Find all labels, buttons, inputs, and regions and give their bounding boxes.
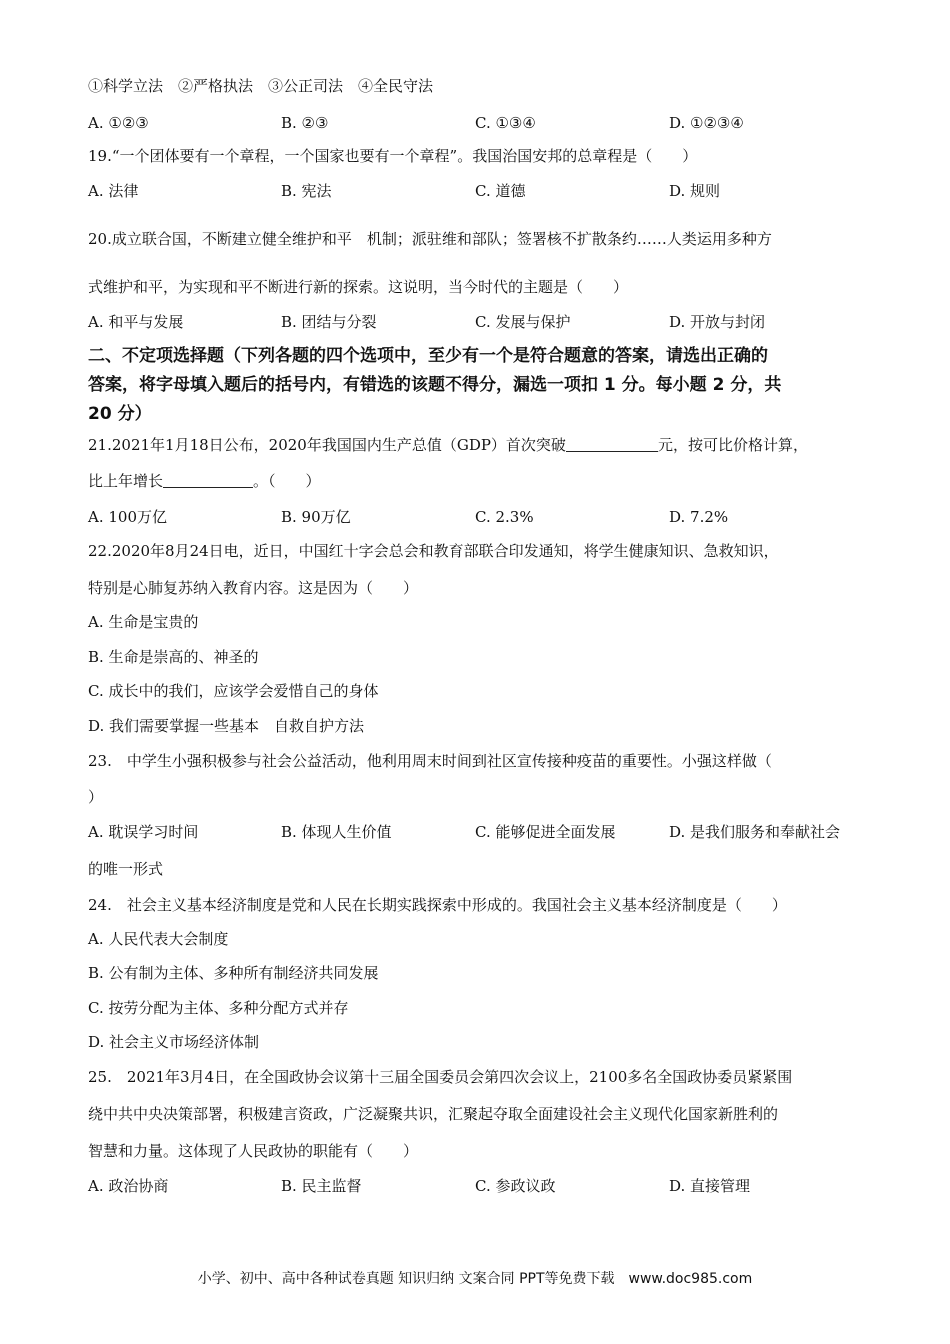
q25-option-c: C. 参政议政 xyxy=(475,1177,556,1195)
q18-option-c: C. ①③④ xyxy=(475,114,536,132)
q19-options xyxy=(88,180,868,202)
q21-options xyxy=(88,506,868,528)
page-footer: 小学、初中、高中各种试卷真题 知识归纳 文案合同 PPT等免费下载 www.doc985.com xyxy=(197,1271,753,1287)
section2-heading-line2: 答案，将字母填入题后的括号内，有错选的该题不得分，漏选一项扣 1 分。每小题 2 分，共 xyxy=(88,375,782,395)
q18-options xyxy=(88,112,868,134)
q25-stem-line3: 智慧和力量。这体现了人民政协的职能有（ ） xyxy=(88,1142,419,1160)
q21-stem-part2: 元，按可比价格计算， xyxy=(657,436,808,454)
q20-option-b: B. 团结与分裂 xyxy=(281,313,377,331)
q20-option-d: D. 开放与封闭 xyxy=(669,313,766,331)
q23-stem-line1: 23. 中学生小强积极参与社会公益活动，他利用周末时间到社区宣传接种疫苗的重要性。小强这样做（ xyxy=(88,752,772,770)
q20-option-c: C. 发展与保护 xyxy=(475,313,571,331)
q23-stem-line2: ） xyxy=(88,788,104,806)
q21-stem-part1: 21.2021年1月18日公布，2020年我国国内生产总值（GDP）首次突破 xyxy=(88,436,566,454)
q23-option-d-wrap: 的唯一形式 xyxy=(88,860,164,878)
q23-option-d: D. 是我们服务和奉献社会 xyxy=(669,823,841,841)
q21-stem-line2 xyxy=(88,470,864,492)
q25-stem-line2: 绕中共中央决策部署，积极建言资政，广泛凝聚共识，汇聚起夺取全面建设社会主义现代化国家新胜利的 xyxy=(88,1105,779,1123)
q23-option-a: A. 耽误学习时间 xyxy=(88,823,199,841)
q21-option-b: B. 90万亿 xyxy=(281,508,351,526)
q21-stem-part3: 比上年增长 xyxy=(88,472,164,490)
q22-stem-line2: 特别是心肺复苏纳入教育内容。这是因为（ ） xyxy=(88,579,419,597)
q23-options xyxy=(88,821,868,843)
q21-stem-line1 xyxy=(88,434,864,456)
q20-stem-line2: 式维护和平，为实现和平不断进行新的探索。这说明，当今时代的主题是（ ） xyxy=(88,278,629,296)
q24-option-d: D. 社会主义市场经济体制 xyxy=(88,1033,260,1051)
q22-option-c: C. 成长中的我们，应该学会爱惜自己的身体 xyxy=(88,682,379,700)
q20-stem-line1: 20.成立联合国，不断建立健全维护和平 机制；派驻维和部队；签署核不扩散条约……人类运用多种方 xyxy=(88,230,772,248)
q20-option-a: A. 和平与发展 xyxy=(88,313,184,331)
q21-option-a: A. 100万亿 xyxy=(88,508,167,526)
q18-option-b: B. ②③ xyxy=(281,114,329,132)
q21-stem-part4: 。（ ） xyxy=(253,472,321,490)
q24-stem: 24. 社会主义基本经济制度是党和人民在长期实践探索中形成的。我国社会主义基本经济制度是（ ） xyxy=(88,896,787,914)
q24-option-c: C. 按劳分配为主体、多种分配方式并存 xyxy=(88,999,349,1017)
q24-option-b: B. 公有制为主体、多种所有制经济共同发展 xyxy=(88,964,379,982)
q19-option-b: B. 宪法 xyxy=(281,182,332,200)
q23-option-b: B. 体现人生价值 xyxy=(281,823,392,841)
q25-option-a: A. 政治协商 xyxy=(88,1177,169,1195)
q20-options xyxy=(88,311,868,333)
section2-heading-line3: 20 分） xyxy=(88,404,152,424)
section2-heading-line1: 二、不定项选择题（下列各题的四个选项中，至少有一个是符合题意的答案，请选出正确的 xyxy=(88,346,768,366)
q22-option-a: A. 生命是宝贵的 xyxy=(88,613,199,631)
q25-option-d: D. 直接管理 xyxy=(669,1177,751,1195)
q23-option-c: C. 能够促进全面发展 xyxy=(475,823,616,841)
q24-option-a: A. 人民代表大会制度 xyxy=(88,930,229,948)
q19-option-c: C. 道德 xyxy=(475,182,526,200)
q22-option-d: D. 我们需要掌握一些基本 自救自护方法 xyxy=(88,717,365,735)
q18-items: ①科学立法 ②严格执法 ③公正司法 ④全民守法 xyxy=(88,77,434,95)
q21-option-c: C. 2.3% xyxy=(475,508,534,526)
q25-option-b: B. 民主监督 xyxy=(281,1177,362,1195)
q25-options xyxy=(88,1175,868,1197)
q22-option-b: B. 生命是崇高的、神圣的 xyxy=(88,648,259,666)
q19-stem: 19.“一个团体要有一个章程，一个国家也要有一个章程”。我国治国安邦的总章程是（ ） xyxy=(88,147,698,165)
q21-blank-2 xyxy=(163,472,253,488)
q19-option-a: A. 法律 xyxy=(88,182,139,200)
q25-stem-line1: 25. 2021年3月4日，在全国政协会议第十三届全国委员会第四次会议上，2100多名全国政协委员紧紧围 xyxy=(88,1068,793,1086)
q18-option-d: D. ①②③④ xyxy=(669,114,744,132)
q21-blank-1 xyxy=(566,436,658,452)
q21-option-d: D. 7.2% xyxy=(669,508,729,526)
q18-option-a: A. ①②③ xyxy=(88,114,149,132)
q22-stem-line1: 22.2020年8月24日电，近日，中国红十字会总会和教育部联合印发通知，将学生健康知识、急救知识， xyxy=(88,542,779,560)
q19-option-d: D. 规则 xyxy=(669,182,721,200)
